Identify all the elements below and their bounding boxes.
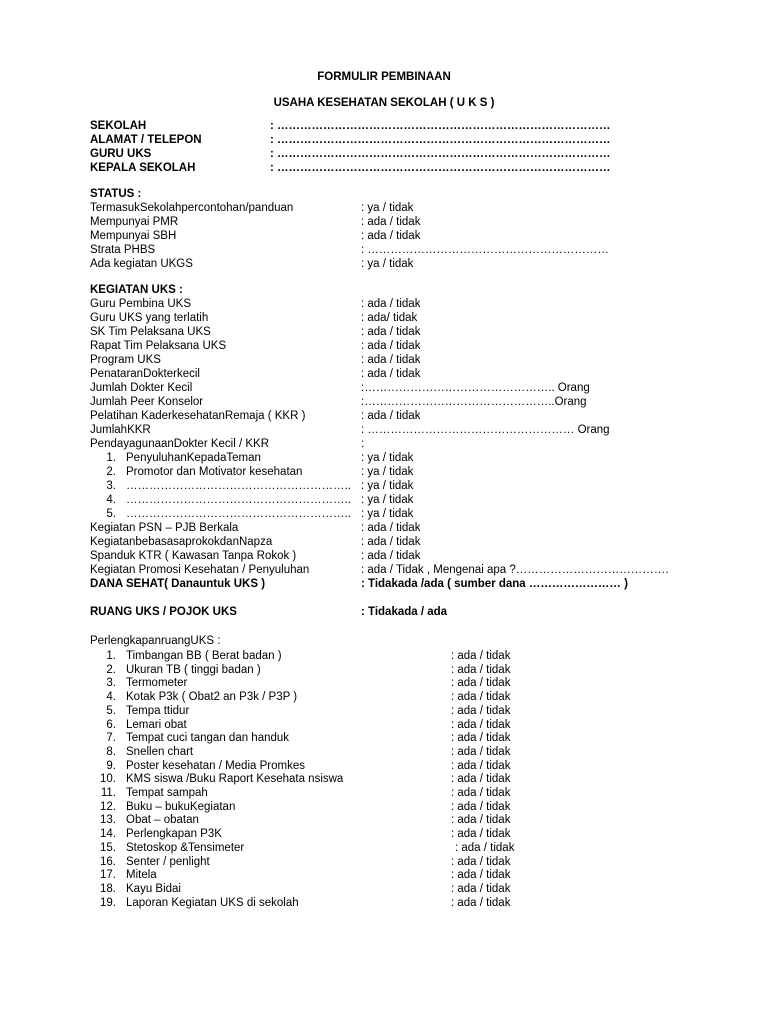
- status-value: : ya / tidak: [361, 202, 414, 214]
- kegiatan-label: KegiatanbebasasaprokokdanNapza: [90, 536, 273, 548]
- item-number: 16.: [100, 856, 116, 868]
- item-label: Snellen chart: [126, 746, 194, 758]
- kegiatan-label: Spanduk KTR ( Kawasan Tanpa Rokok ): [90, 550, 297, 562]
- kegiatan-value: : ada / tidak: [361, 326, 421, 338]
- item-value: : ada / tidak: [451, 773, 511, 785]
- item-label: Tempat cuci tangan dan handuk: [126, 732, 290, 744]
- item-value: : ada / tidak: [451, 883, 511, 895]
- item-value: : ada / tidak: [451, 705, 511, 717]
- identity-value: : ……………………………………………………………………………: [270, 134, 611, 146]
- kegiatan-label: Pelatihan KaderkesehatanRemaja ( KKR ): [90, 410, 306, 422]
- item-value: : ada / tidak: [451, 869, 511, 881]
- item-label: Tempat sampah: [126, 787, 208, 799]
- item-number: 2.: [106, 466, 116, 478]
- kegiatan-value: : ada/ tidak: [361, 312, 418, 324]
- item-value: : ada / tidak: [455, 842, 515, 854]
- kegiatan-value: : ada / tidak: [361, 298, 421, 310]
- status-value: : ………………………………………………………: [361, 244, 609, 256]
- identity-label: KEPALA SEKOLAH: [90, 162, 196, 174]
- perlengkapan-heading: PerlengkapanruangUKS :: [90, 635, 221, 647]
- item-value: : ada / tidak: [451, 897, 511, 909]
- item-number: 10.: [100, 773, 116, 785]
- item-value: : ya / tidak: [361, 452, 414, 464]
- item-number: 8.: [106, 746, 116, 758]
- item-label: Lemari obat: [126, 719, 187, 731]
- item-number: 11.: [100, 787, 116, 799]
- item-label: Perlengkapan P3K: [126, 828, 222, 840]
- kegiatan-value: :…………………………………………..Orang: [361, 396, 587, 408]
- kegiatan-label: PenataranDokterkecil: [90, 368, 200, 380]
- item-value: : ya / tidak: [361, 494, 414, 506]
- item-value: : ya / tidak: [361, 480, 414, 492]
- item-value: : ada / tidak: [451, 801, 511, 813]
- status-label: TermasukSekolahpercontohan/panduan: [90, 202, 294, 214]
- item-number: 4.: [106, 494, 116, 506]
- kegiatan-value: : ada / tidak: [361, 410, 421, 422]
- item-label: Timbangan BB ( Berat badan ): [126, 650, 282, 662]
- ruang-label: RUANG UKS / POJOK UKS: [90, 606, 237, 618]
- item-number: 1.: [106, 452, 116, 464]
- item-value: : ada / tidak: [451, 650, 511, 662]
- item-label: …………………………………………………..: [126, 508, 351, 520]
- item-value: : ada / tidak: [451, 691, 511, 703]
- item-label: …………………………………………………..: [126, 494, 351, 506]
- kegiatan-value: : ada / tidak: [361, 368, 421, 380]
- kegiatan-label: PendayagunaanDokter Kecil / KKR: [90, 438, 269, 450]
- identity-value: : ……………………………………………………………………………: [270, 162, 611, 174]
- kegiatan-value: :: [361, 438, 365, 450]
- status-label: Ada kegiatan UKGS: [90, 258, 193, 270]
- item-value: : ada / tidak: [451, 746, 511, 758]
- item-number: 15.: [100, 842, 116, 854]
- status-value: : ada / tidak: [361, 230, 421, 242]
- kegiatan-label: Kegiatan PSN – PJB Berkala: [90, 522, 239, 534]
- kegiatan-label: SK Tim Pelaksana UKS: [90, 326, 211, 338]
- kegiatan-label: JumlahKKR: [90, 424, 151, 436]
- item-label: Tempa ttidur: [126, 705, 190, 717]
- kegiatan-value: : ada / tidak: [361, 340, 421, 352]
- item-number: 2.: [106, 664, 116, 676]
- item-number: 9.: [106, 760, 116, 772]
- item-label: Laporan Kegiatan UKS di sekolah: [126, 897, 299, 909]
- kegiatan-value: : Tidakada /ada ( sumber dana …………………… ): [361, 578, 628, 590]
- item-label: Promotor dan Motivator kesehatan: [126, 466, 303, 478]
- item-label: Obat – obatan: [126, 814, 199, 826]
- item-label: Kayu Bidai: [126, 883, 181, 895]
- item-number: 19.: [100, 897, 116, 909]
- item-label: Stetoskop &Tensimeter: [126, 842, 245, 854]
- item-label: KMS siswa /Buku Raport Kesehata nsiswa: [126, 773, 344, 785]
- identity-label: ALAMAT / TELEPON: [90, 134, 202, 146]
- kegiatan-value: : ada / tidak: [361, 550, 421, 562]
- kegiatan-label: Jumlah Dokter Kecil: [90, 382, 193, 394]
- kegiatan-label: Jumlah Peer Konselor: [90, 396, 204, 408]
- kegiatan-value: : ada / tidak: [361, 354, 421, 366]
- kegiatan-label: Guru Pembina UKS: [90, 298, 191, 310]
- item-label: Buku – bukuKegiatan: [126, 801, 236, 813]
- kegiatan-value: : ada / tidak: [361, 522, 421, 534]
- item-number: 12.: [100, 801, 116, 813]
- status-label: Mempunyai PMR: [90, 216, 179, 228]
- item-label: Senter / penlight: [126, 856, 210, 868]
- item-label: Termometer: [126, 677, 188, 689]
- item-value: : ya / tidak: [361, 508, 414, 520]
- item-label: PenyuluhanKepadaTeman: [126, 452, 261, 464]
- item-number: 1.: [106, 650, 116, 662]
- item-number: 3.: [106, 480, 116, 492]
- kegiatan-label: Kegiatan Promosi Kesehatan / Penyuluhan: [90, 564, 310, 576]
- item-label: Mitela: [126, 869, 157, 881]
- kegiatan-value: : ada / tidak: [361, 536, 421, 548]
- item-number: 4.: [106, 691, 116, 703]
- item-value: : ada / tidak: [451, 814, 511, 826]
- kegiatan-heading: KEGIATAN UKS :: [90, 284, 183, 296]
- item-value: : ya / tidak: [361, 466, 414, 478]
- item-value: : ada / tidak: [451, 828, 511, 840]
- status-value: : ya / tidak: [361, 258, 414, 270]
- item-value: : ada / tidak: [451, 856, 511, 868]
- item-label: Ukuran TB ( tinggi badan ): [126, 664, 261, 676]
- status-label: Strata PHBS: [90, 244, 156, 256]
- identity-value: : ……………………………………………………………………………: [270, 148, 611, 160]
- status-heading: STATUS :: [90, 188, 142, 200]
- kegiatan-value: :………………………………………….. Orang: [361, 382, 590, 394]
- item-value: : ada / tidak: [451, 719, 511, 731]
- item-value: : ada / tidak: [451, 787, 511, 799]
- form-subtitle: USAHA KESEHATAN SEKOLAH ( U K S ): [273, 97, 495, 109]
- identity-label: GURU UKS: [90, 148, 152, 160]
- kegiatan-label: DANA SEHAT( Danauntuk UKS ): [90, 578, 266, 590]
- item-number: 3.: [106, 677, 116, 689]
- item-value: : ada / tidak: [451, 732, 511, 744]
- item-number: 5.: [106, 705, 116, 717]
- item-number: 14.: [100, 828, 116, 840]
- kegiatan-label: Guru UKS yang terlatih: [90, 312, 209, 324]
- ruang-value: : Tidakada / ada: [361, 606, 448, 618]
- form-title: FORMULIR PEMBINAAN: [317, 71, 451, 83]
- item-value: : ada / tidak: [451, 677, 511, 689]
- kegiatan-label: Program UKS: [90, 354, 161, 366]
- item-number: 18.: [100, 883, 116, 895]
- item-number: 17.: [100, 869, 116, 881]
- item-value: : ada / tidak: [451, 760, 511, 772]
- item-label: …………………………………………………..: [126, 480, 351, 492]
- identity-value: : ……………………………………………………………………………: [270, 120, 611, 132]
- kegiatan-value: : ……………………………………………… Orang: [361, 424, 610, 436]
- item-number: 7.: [106, 732, 116, 744]
- item-value: : ada / tidak: [451, 664, 511, 676]
- item-label: Poster kesehatan / Media Promkes: [126, 760, 305, 772]
- kegiatan-value: : ada / Tidak , Mengenai apa ?………………………………….: [361, 564, 669, 576]
- status-label: Mempunyai SBH: [90, 230, 177, 242]
- identity-label: SEKOLAH: [90, 120, 147, 132]
- item-number: 6.: [106, 719, 116, 731]
- item-number: 5.: [106, 508, 116, 520]
- kegiatan-label: Rapat Tim Pelaksana UKS: [90, 340, 227, 352]
- item-label: Kotak P3k ( Obat2 an P3k / P3P ): [126, 691, 298, 703]
- status-value: : ada / tidak: [361, 216, 421, 228]
- item-number: 13.: [100, 814, 116, 826]
